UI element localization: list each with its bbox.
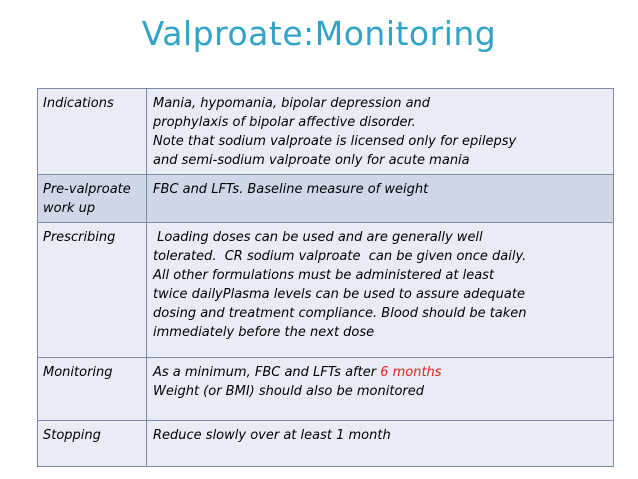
table-row-pre-valproate (38, 175, 614, 223)
valproate-monitoring-table (37, 88, 614, 467)
row-label: Stopping (38, 421, 147, 467)
table-row-stopping (38, 421, 614, 467)
row-label: Monitoring (38, 358, 147, 421)
content-text: As a minimum, FBC and LFTs after (153, 365, 381, 380)
content-line: dosing and treatment compliance. Blood should be taken (153, 306, 527, 321)
content-line: All other formulations must be administered at least (153, 268, 495, 283)
content-line: Reduce slowly over at least 1 month (153, 428, 391, 443)
content-line (153, 363, 607, 382)
row-content (147, 421, 614, 467)
slide-title: Valproate:Monitoring (141, 14, 497, 53)
row-content (147, 358, 614, 421)
content-line: twice dailyPlasma levels can be used to assure adequate (153, 287, 525, 302)
table-row-monitoring (38, 358, 614, 421)
content-line: Loading doses can be used and are generally well (153, 230, 483, 245)
content-line: Weight (or BMI) should also be monitored (153, 384, 424, 399)
table-row-prescribing (38, 223, 614, 358)
row-label: Pre-valproate work up (38, 175, 147, 223)
content-line: and semi-sodium valproate only for acute mania (153, 153, 470, 168)
row-content (147, 175, 614, 223)
content-line: Note that sodium valproate is licensed only for epilepsy (153, 134, 517, 149)
content-line: tolerated. CR sodium valproate can be given once daily. (153, 249, 527, 264)
row-label: Indications (38, 89, 147, 175)
content-line: prophylaxis of bipolar affective disorder. (153, 115, 416, 130)
row-content (147, 223, 614, 358)
content-line: immediately before the next dose (153, 325, 375, 340)
content-line: FBC and LFTs. Baseline measure of weight (153, 182, 429, 197)
row-label: Prescribing (38, 223, 147, 358)
content-line: Mania, hypomania, bipolar depression and (153, 96, 431, 111)
table-row-indications (38, 89, 614, 175)
highlight-text: 6 months (380, 365, 442, 380)
row-content (147, 89, 614, 175)
